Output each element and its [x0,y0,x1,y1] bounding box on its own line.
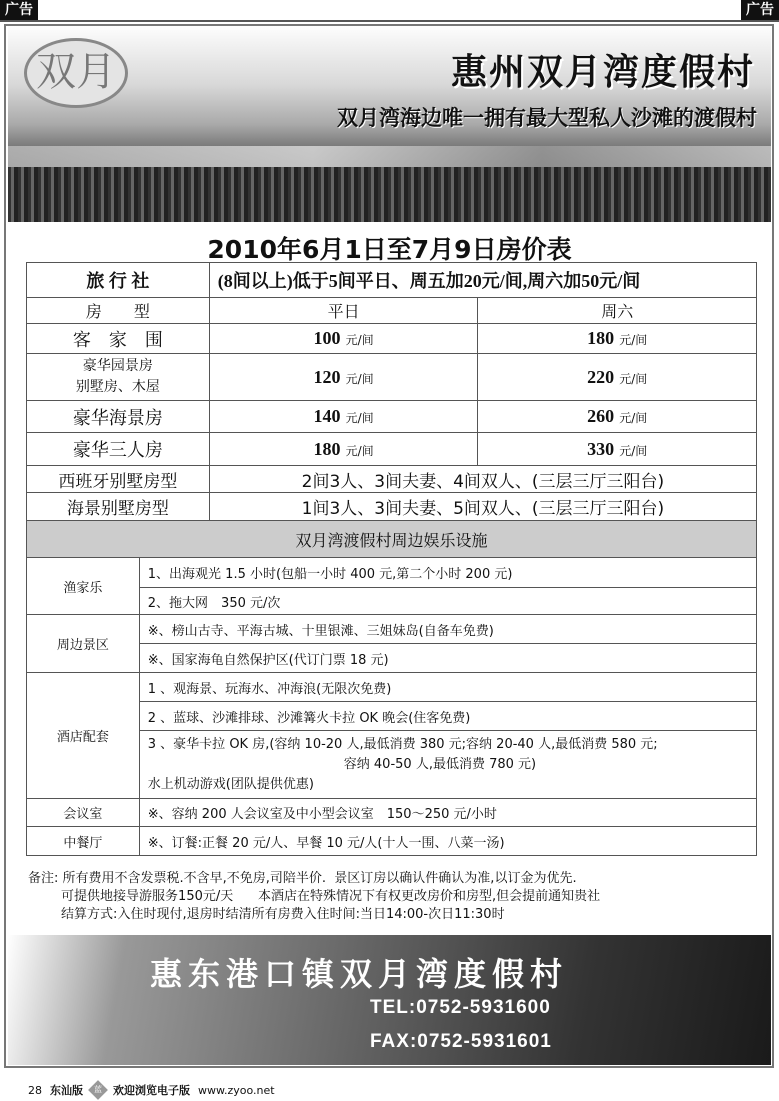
contact-banner [8,935,771,1065]
facility-item: 2、拖大网 350 元/次 [139,588,756,615]
villa-desc: 1间3人、3间夫妻、5间双人、(三层三厅三阳台) [209,493,756,521]
price-value: 120 [313,366,341,387]
price-value: 220 [587,366,615,387]
villa-type: 西班牙别墅房型 [27,466,210,493]
slogan: 欢迎浏览电子版 [113,1084,190,1097]
page-number: 28 [28,1083,42,1097]
price-value: 100 [313,328,341,348]
facility-item [139,731,756,799]
resort-logo: 双月 [24,38,128,108]
table-row [27,433,757,466]
facility-item: 2 、蓝球、沙滩排球、沙滩篝火卡拉 OK 晚会(住客免费) [139,702,756,731]
villa-type: 海景别墅房型 [27,493,210,521]
notes [28,870,600,924]
price-unit: 元/间 [619,371,648,386]
table-row [27,324,757,354]
site-url[interactable]: www.zyoo.net [198,1083,275,1097]
facilities-table [26,520,757,856]
town-photo [8,167,771,222]
col-header-saturday: 周六 [478,298,757,324]
facility-item: ※、榜山古寺、平海古城、十里银滩、三姐妹岛(自备车免费) [139,615,756,644]
price-unit: 元/间 [619,411,648,425]
group-name: 会议室 [27,799,140,827]
saturday-price [478,433,757,466]
villa-row [27,493,757,521]
badge-icon [88,1080,108,1100]
edition: 东汕版 [50,1084,83,1097]
saturday-price [478,324,757,354]
note-line: 备注: 所有费用不含发票税.不含早,不免房,司陪半价. 景区订房以确认件确认为准,以订金为优先. [28,871,577,886]
price-unit: 元/间 [345,371,374,386]
facility-item: 1 、观海景、玩海水、冲海浪(无限次免费) [139,673,756,702]
room-type: 豪华海景房 [27,401,210,433]
weekday-price [209,324,478,354]
facilities-title: 双月湾渡假村周边娱乐设施 [27,521,757,558]
group-name: 酒店配套 [27,673,140,799]
room-type-line: 豪华园景房 [82,358,153,374]
weekday-price [209,433,478,466]
facility-line: 容纳 40-50 人,最低消费 780 元) [343,756,537,772]
facility-item: ※、国家海龟自然保护区(代订门票 18 元) [139,644,756,673]
brand-name: 惠东港口镇双月湾度假村 [150,955,569,993]
room-type: 豪华三人房 [27,433,210,466]
facility-line: 水上机动游戏(团队提供优惠) [147,776,314,792]
price-table [26,262,757,521]
facility-item: ※、订餐:正餐 20 元/人、早餐 10 元/人(十人一围、八菜一汤) [139,827,756,856]
facility-item: ※、容纳 200 人会议室及中小型会议室 150～250 元/小时 [139,799,756,827]
price-value: 140 [313,406,341,426]
fax: FAX:0752-5931601 [370,1031,552,1052]
divider [0,20,779,22]
group-name: 渔家乐 [27,558,140,615]
col-header-type: 房 型 [27,298,210,324]
tel: TEL:0752-5931600 [370,997,551,1018]
ad-label-right: 广告 [741,0,779,20]
price-value: 180 [313,438,341,459]
header-row [27,298,757,324]
price-unit: 元/间 [345,411,374,425]
saturday-price [478,401,757,433]
price-unit: 元/间 [619,443,648,458]
agency-note: (8间以上)低于5间平日、周五加20元/间,周六加50元/间 [209,263,756,298]
group-name: 周边景区 [27,615,140,673]
price-unit: 元/间 [345,333,374,347]
price-value: 330 [587,438,615,459]
weekday-price [209,401,478,433]
note-line: 可提供地接导游服务150元/天 本酒店在特殊情况下有权更改房价和房型,但会提前通知贵社 [28,889,601,904]
resort-subtitle: 双月湾海边唯一拥有最大型私人沙滩的渡假村 [337,106,757,130]
price-value: 180 [587,328,615,348]
villa-row [27,466,757,493]
badge-text: 蓝 [94,1085,102,1094]
table-row [27,354,757,401]
saturday-price [478,354,757,401]
ad-label-left: 广告 [0,0,38,20]
page-footer [28,1082,275,1098]
room-type: 客 家 围 [27,324,210,354]
hero-banner [8,26,771,222]
villa-desc: 2间3人、3间夫妻、4间双人、(三层三厅三阳台) [209,466,756,493]
facility-item: 1、出海观光 1.5 小时(包船一小时 400 元,第二个小时 200 元) [139,558,756,588]
facility-line: 3 、豪华卡拉 OK 房,(容纳 10-20 人,最低消费 380 元;容纳 20-40 人,最低消费 580 元; [147,736,658,752]
table-row [27,401,757,433]
price-unit: 元/间 [619,333,648,347]
resort-title: 惠州双月湾度假村 [450,52,755,93]
col-header-weekday: 平日 [209,298,478,324]
price-unit: 元/间 [345,443,374,458]
agency-row [27,263,757,298]
group-name: 中餐厅 [27,827,140,856]
agency-label: 旅 行 社 [27,263,210,298]
weekday-price [209,354,478,401]
note-line: 结算方式:入住时现付,退房时结清所有房费入住时间:当日14:00-次日11:30时 [28,907,505,922]
room-type [27,354,210,401]
price-table-title: 2010年6月1日至7月9日房价表 [207,235,572,264]
price-value: 260 [587,406,615,426]
room-type-line: 别墅房、木屋 [75,379,160,395]
